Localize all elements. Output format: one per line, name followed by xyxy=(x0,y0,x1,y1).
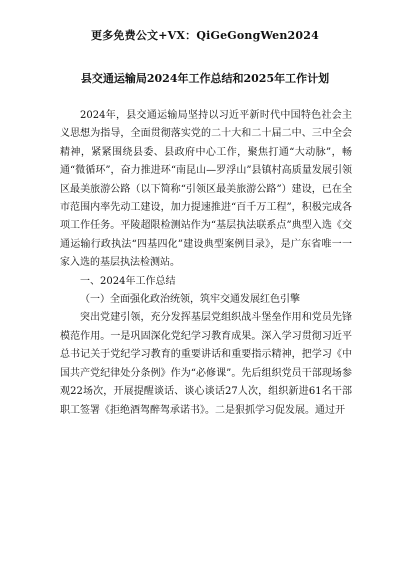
promo-header-line: 更多免费公文+VX：QiGeGongWen2024 xyxy=(91,29,319,42)
paragraph-party-building: 突出党建引领，充分发挥基层党组织战斗堡垒作用和党员先锋模范作用。一是巩固深化党纪学习教育成果。深入学习贯彻习近平总书记关于党纪学习教育的重要讲话和重要指示精神，把学习《中国共产党纪律处分条例》作为“必修课”。先后组织党员干部现场参观22场次，开展提醒谈话、谈心谈话27人次，组织新进61名干部职工签署《拒绝酒驾醉驾承诺书》。二是狠抓学习促发展。通过开 xyxy=(60,312,352,416)
subsection-heading-political-leadership: （一）全面强化政治统领，筑牢交通发展红色引擎 xyxy=(80,294,300,306)
document-title: 县交通运输局2024年工作总结和2025年工作计划 xyxy=(80,72,330,85)
section-heading-work-summary: 一、2024年工作总结 xyxy=(80,275,176,287)
intro-paragraph: 2024年，县交通运输局坚持以习近平新时代中国特色社会主义思想为指导，全面贯彻落实党的二十大和二十届二中、三中全会精神，紧紧围绕县委、县政府中心工作，聚焦打通“大动脉”，畅通“微循环”，奋力推进环“南昆山—罗浮山”县镇村高质量发展引领区最美旅游公路（以下简称“引领区最美旅游公路”）建设，已在全市范围内率先动工建设，加力提速推进“百千万工程”，积极完成各项工作任务。平陵超限检测站作为“基层执法联系点”典型入选《交通运输行政执法“四基四化”建设典型案例目录》，是广东省唯一一家入选的基层执法检测站。 xyxy=(60,110,352,269)
document-body xyxy=(60,107,352,420)
